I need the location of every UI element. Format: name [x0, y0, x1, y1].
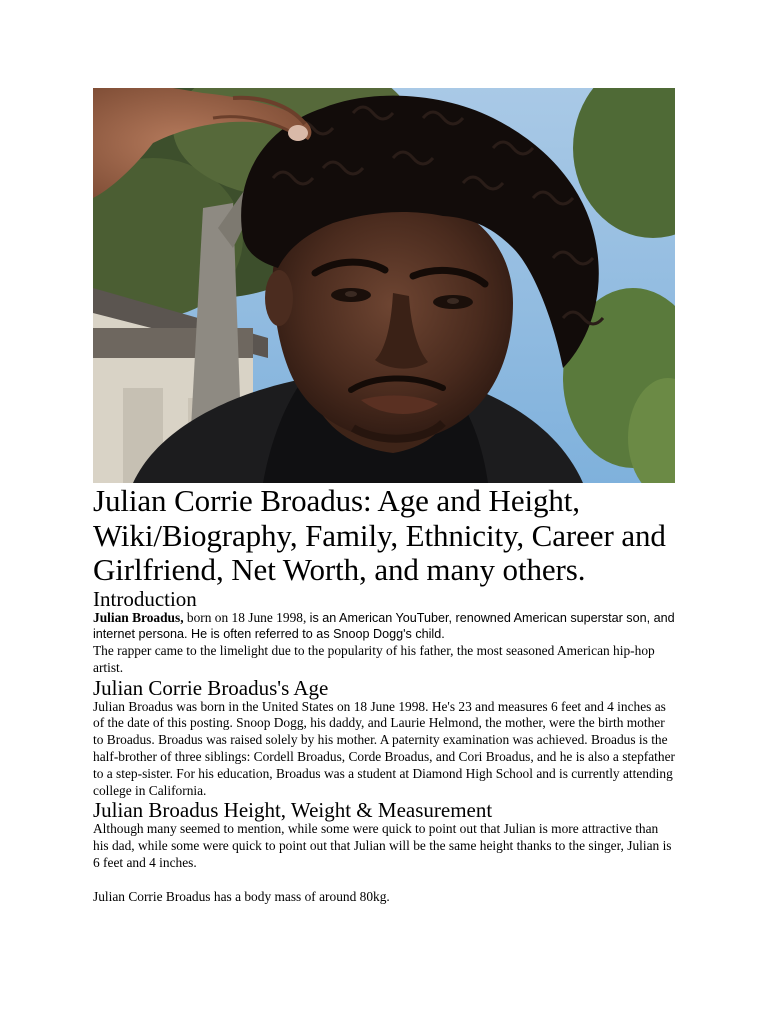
document-page [93, 88, 675, 905]
portrait-photo [93, 88, 675, 483]
intro-paragraph [93, 610, 675, 644]
weight-paragraph: Julian Corrie Broadus has a body mass of around 80kg. [93, 888, 390, 904]
age-paragraph: Julian Broadus was born in the United States on 18 June 1998. He's 23 and measures 6 feet and 4 inches as of the date of this posting. Snoop Dogg, his daddy, and Laurie Helmond, the mother, were the birth mother to Broadus. Broadus was raised solely by his mother. A paternity examination was achieved. Broadus is the half-brother of three siblings: Cordell Broadus, Corde Broadus, and Cori Broadus, and he is also a stepfather to a step-sister. For his education, Broadus was a student at Diamond High School and is currently attending college in California. [93, 698, 675, 798]
intro-description-text: is an American YouTuber, renowned American superstar son, and internet persona. He is often referred to as Snoop Dogg's child. [93, 610, 675, 642]
intro-paragraph-2: The rapper came to the limelight due to the popularity of his father, the most seasoned American hip-hop artist. [93, 643, 655, 675]
section-heading-age: Julian Corrie Broadus's Age [93, 675, 329, 700]
section-heading-height: Julian Broadus Height, Weight & Measurement [93, 798, 493, 823]
section-heading-introduction: Introduction [93, 586, 197, 611]
height-paragraph: Although many seemed to mention, while some were quick to point out that Julian is more attractive than his dad, while some were quick to point out that Julian will be the same height thanks to the singer, Julian is 6 feet and 4 inches. [93, 821, 672, 871]
intro-born-text: born on 18 June 1998, [183, 609, 310, 625]
subject-name-bold: Julian Broadus, [93, 609, 184, 625]
portrait-illustration [93, 88, 675, 483]
article-title: Julian Corrie Broadus: Age and Height, Wiki/Biography, Family, Ethnicity, Career and Girlfriend, Net Worth, and many others. [93, 483, 666, 587]
paragraph-spacer [93, 872, 675, 889]
